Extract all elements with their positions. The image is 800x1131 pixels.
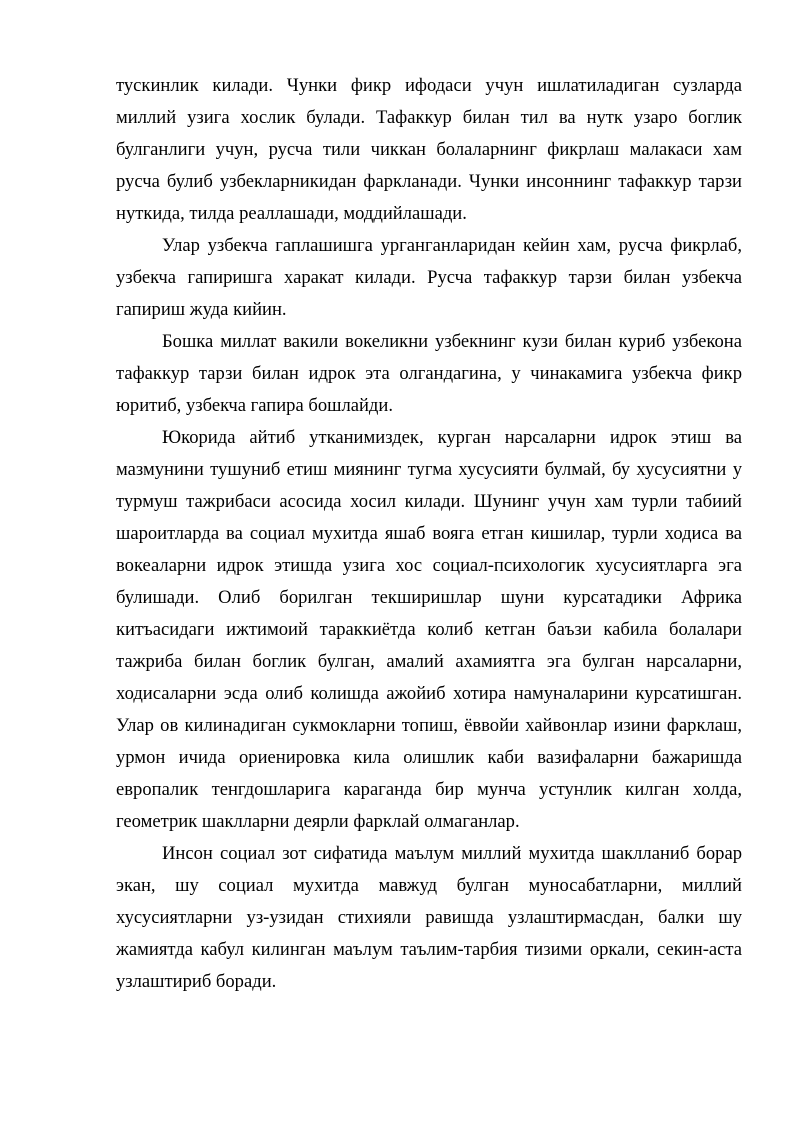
paragraph-5: Инсон социал зот сифатида маълум миллий мухитда шаклланиб борар экан, шу социал мухитда мавжуд булган муносабатларни, миллий хусусиятларни уз-узидан стихияли равишда узлаштирмасдан, балки шу жамиятда кабул килинган маълум таълим-тарбия тизими оркали, секин-аста узлаштириб боради. xyxy=(116,843,742,992)
paragraph-2: Улар узбекча гаплашишга урганганларидан кейин хам, русча фикрлаб, узбекча гапиришга харакат килади. Русча тафаккур тарзи билан узбекча гапириш жуда кийин. xyxy=(116,235,742,320)
document-page xyxy=(116,70,742,998)
paragraph-3: Бошка миллат вакили вокеликни узбекнинг кузи билан куриб узбекона тафаккур тарзи билан идрок эта олгандагина, у чинакамига узбекча фикр юритиб, узбекча гапира бошлайди. xyxy=(116,331,742,416)
paragraph-4: Юкорида айтиб утканимиздек, курган нарсаларни идрок этиш ва мазмунини тушуниб етиш миянинг тугма хусусияти булмай, бу хусусиятни у турмуш тажрибаси асосида хосил килади. Шунинг учун хам турли табиий шароитларда ва социал мухитда яшаб вояга етган кишилар, турли ходиса ва вокеаларни идрок этишда узига хос социал-психологик хусусиятларга эга булишади. Олиб борилган текширишлар шуни курсатадики Африка китъасидаги ижтимоий тараккиётда колиб кетган баъзи кабила болалари тажриба билан боглик булган, амалий ахамиятга эга булган нарсаларни, ходисаларни эсда олиб колишда ажойиб хотира намуналарини курсатишган. Улар ов килинадиган сукмокларни топиш, ёввойи хайвонлар изини фарклаш, урмон ичида ориенировка кила олишлик каби вазифаларни бажаришда европалик тенгдошларига караганда бир мунча устунлик килган холда, геометрик шаклларни деярли фарклай олмаганлар. xyxy=(116,427,742,832)
paragraph-1: тускинлик килади. Чунки фикр ифодаси учун ишлатиладиган сузларда миллий узига хослик булади. Тафаккур билан тил ва нутк узаро боглик булганлиги учун, русча тили чиккан болаларнинг фикрлаш малакаси хам русча булиб узбекларникидан фаркланади. Чунки инсоннинг тафаккур тарзи нуткида, тилда реаллашади, моддийлашади. xyxy=(116,75,742,224)
